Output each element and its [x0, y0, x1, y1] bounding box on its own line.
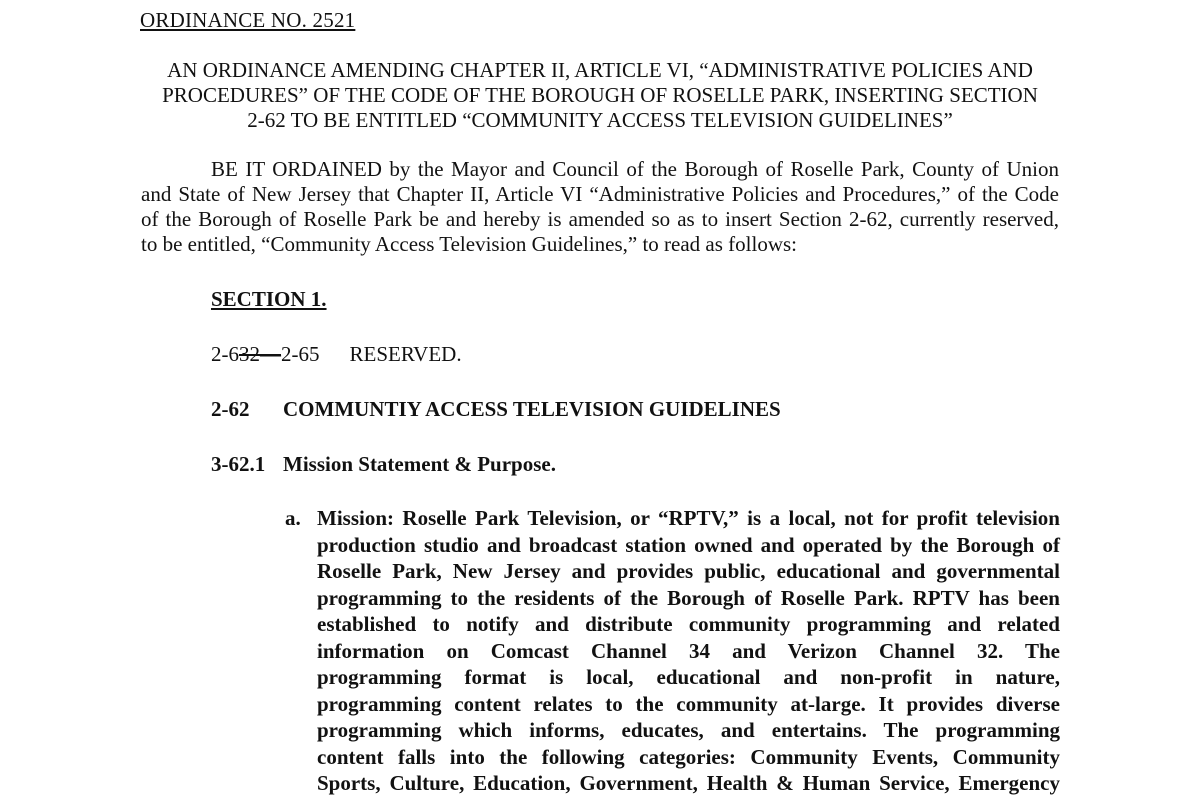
ordinance-number: ORDINANCE NO. 2521: [140, 8, 356, 32]
title-line: 2-62 TO BE ENTITLED “COMMUNITY ACCESS TELEVISION GUIDELINES”: [247, 108, 953, 132]
reserved-label: RESERVED.: [349, 342, 462, 366]
preamble-line: of the Borough of Roselle Park be and hereby is amended so as to insert Section 2-62, currently reserved,: [141, 207, 1059, 231]
title-line: AN ORDINANCE AMENDING CHAPTER II, ARTICLE VI, “ADMINISTRATIVE POLICIES AND: [167, 58, 1033, 82]
section-title: COMMUNTIY ACCESS TELEVISION GUIDELINES: [283, 397, 781, 421]
section-3-62-1-heading: [211, 452, 556, 477]
section-2-62-heading: [211, 397, 781, 422]
preamble-line: and State of New Jersey that Chapter II, Article VI “Administrative Policies and Procedures,” of the Code: [141, 182, 1059, 206]
body-line: programming content relates to the community at-large. It provides diverse: [317, 691, 1060, 716]
body-line: programming which informs, educates, and entertains. The programming: [317, 718, 1060, 742]
struck-text: 32: [239, 342, 260, 366]
section-number: 2-62: [211, 397, 250, 421]
body-line: Roselle Park, New Jersey and provides public, educational and governmental: [317, 559, 1060, 583]
body-line: information on Comcast Channel 34 and Verizon Channel 32. The: [317, 638, 1060, 663]
title-line: PROCEDURES” OF THE CODE OF THE BOROUGH OF ROSELLE PARK, INSERTING SECTION: [162, 83, 1038, 107]
preamble-paragraph: [141, 157, 1059, 257]
preamble-line: BE IT ORDAINED by the Mayor and Council of the Borough of Roselle Park, County of Union: [211, 157, 1059, 181]
reserved-range-end: 2-65: [281, 342, 320, 366]
struck-dash: —: [260, 342, 281, 366]
ordinance-title: [130, 58, 1070, 133]
section-heading: SECTION 1.: [211, 287, 327, 311]
list-marker: a.: [285, 506, 301, 530]
body-line: Mission: Roselle Park Television, or “RPTV,” is a local, not for profit television: [317, 506, 1060, 530]
section-number: 3-62.1: [211, 452, 266, 476]
body-line: production studio and broadcast station owned and operated by the Borough of: [317, 532, 1060, 557]
body-line: programming to the residents of the Borough of Roselle Park. RPTV has been: [317, 585, 1060, 610]
body-line: established to notify and distribute community programming and related: [317, 612, 1060, 636]
reserved-prefix: 2-6: [211, 342, 239, 366]
section-title: Mission Statement & Purpose.: [283, 452, 556, 476]
preamble-line: to be entitled, “Community Access Television Guidelines,” to read as follows:: [141, 232, 798, 256]
body-line: Sports, Culture, Education, Government, Health & Human Service, Emergency: [317, 771, 1060, 795]
list-item-body: [317, 505, 1060, 797]
reserved-line: [211, 342, 462, 367]
body-line: programming format is local, educational and non-profit in nature,: [317, 665, 1060, 689]
body-line: content falls into the following categories: Community Events, Community: [317, 744, 1060, 769]
